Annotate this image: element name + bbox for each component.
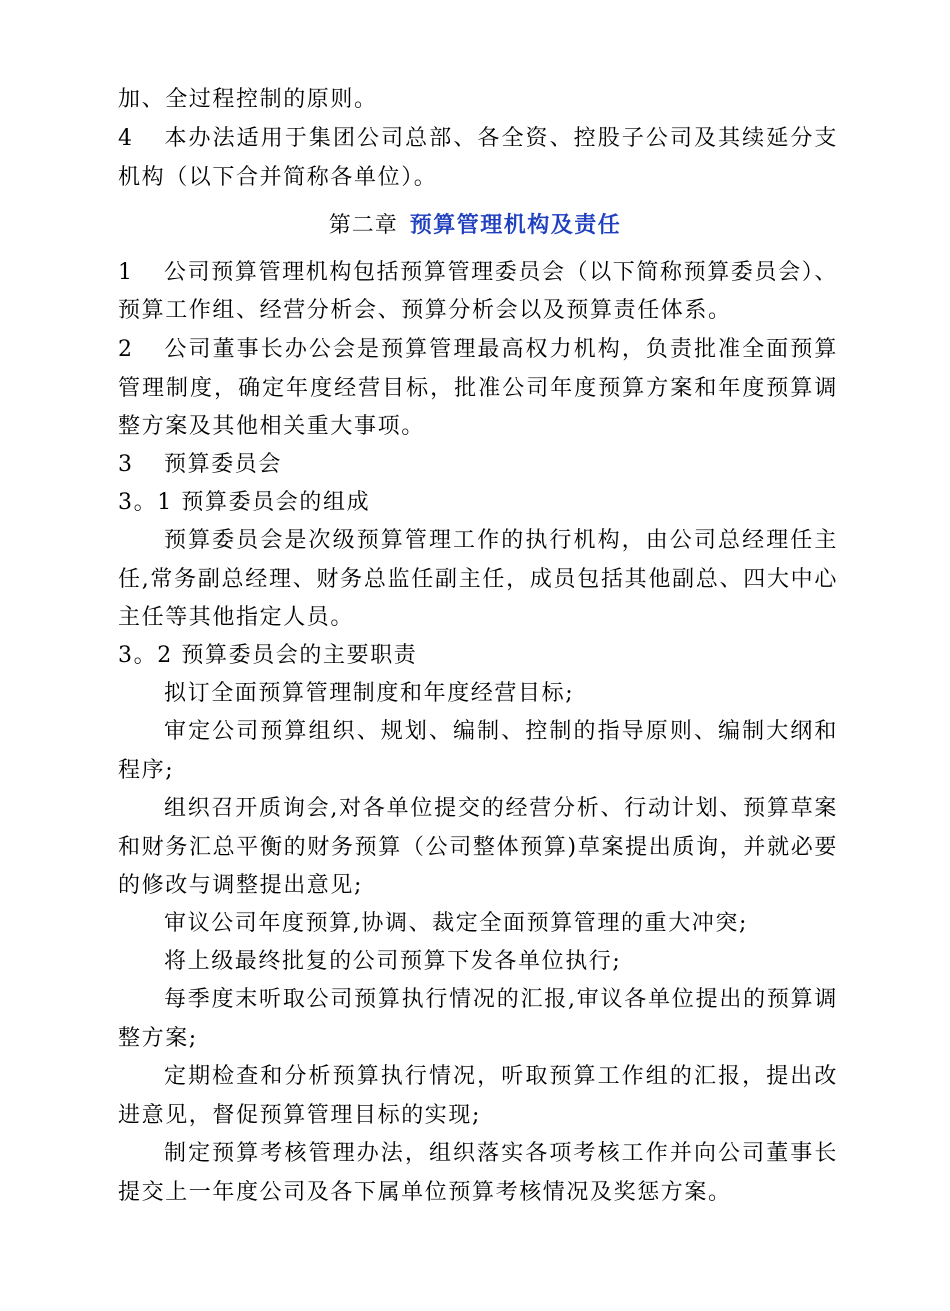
duty-line: 每季度末听取公司预算执行情况的汇报,审议各单位提出的预算调 <box>164 987 838 1012</box>
duty-line: 制定预算考核管理办法，组织落实各项考核工作并向公司董事长 <box>164 1141 838 1166</box>
duty-line: 拟订全面预算管理制度和年度经营目标; <box>164 681 575 706</box>
duty-line: 进意见，督促预算管理目标的实现; <box>118 1103 482 1128</box>
item-number: 3 <box>118 452 134 477</box>
duty-line: 的修改与调整提出意见; <box>118 873 364 898</box>
section-3-2-heading: 3。2 预算委员会的主要职责 <box>118 643 418 668</box>
text-line: 加、全过程控制的原则。 <box>118 87 378 112</box>
paragraph-line: 主任等其他指定人员。 <box>118 605 355 630</box>
chapter-label: 第二章 <box>328 213 398 238</box>
paragraph-line: 预算委员会是次级预算管理工作的执行机构，由公司总经理任主 <box>164 528 838 553</box>
item-text: 预算委员会 <box>164 452 283 477</box>
item-1-line-1 <box>118 254 838 292</box>
paragraph-line: 任,常务副总经理、财务总监任副主任，成员包括其他副总、四大中心 <box>118 567 838 592</box>
item-number: 1 <box>118 260 134 285</box>
duty-line: 组织召开质询会,对各单位提交的经营分析、行动计划、预算草案 <box>164 796 838 821</box>
duty-line: 定期检查和分析预算执行情况，听取预算工作组的汇报，提出改 <box>164 1064 838 1089</box>
chapter-title: 预算管理机构及责任 <box>409 212 622 238</box>
item-text: 本办法适用于集团公司总部、各全资、控股子公司及其续延分支 <box>164 126 838 151</box>
section-3-1-heading: 3。1 预算委员会的组成 <box>118 490 371 515</box>
item-4-line-2: 机构（以下合并简称各单位）。 <box>118 165 438 190</box>
item-4-line-1 <box>118 120 838 158</box>
item-text: 公司预算管理机构包括预算管理委员会（以下简称预算委员会）、 <box>164 260 838 285</box>
duty-line: 整方案; <box>118 1026 198 1051</box>
duty-line: 审议公司年度预算,协调、裁定全面预算管理的重大冲突; <box>164 911 749 936</box>
duty-line: 程序; <box>118 758 175 783</box>
item-2-line-3: 整方案及其他相关重大事项。 <box>118 414 425 439</box>
duty-line: 和财务汇总平衡的财务预算（公司整体预算)草案提出质询，并就必要 <box>118 835 838 860</box>
item-1-line-2: 预算工作组、经营分析会、预算分析会以及预算责任体系。 <box>118 298 732 323</box>
chapter-heading <box>0 205 950 245</box>
item-number: 4 <box>118 126 134 151</box>
duty-line: 将上级最终批复的公司预算下发各单位执行; <box>164 949 622 974</box>
item-number: 2 <box>118 337 134 362</box>
item-2-line-2: 管理制度，确定年度经营目标，批准公司年度预算方案和年度预算调 <box>118 376 838 401</box>
item-2-line-1 <box>118 331 838 369</box>
duty-line: 审定公司预算组织、规划、编制、控制的指导原则、编制大纲和 <box>164 719 838 744</box>
duty-line: 提交上一年度公司及各下属单位预算考核情况及奖惩方案。 <box>118 1180 732 1205</box>
item-3-line <box>118 446 838 484</box>
item-text: 公司董事长办公会是预算管理最高权力机构，负责批准全面预算 <box>164 337 838 362</box>
